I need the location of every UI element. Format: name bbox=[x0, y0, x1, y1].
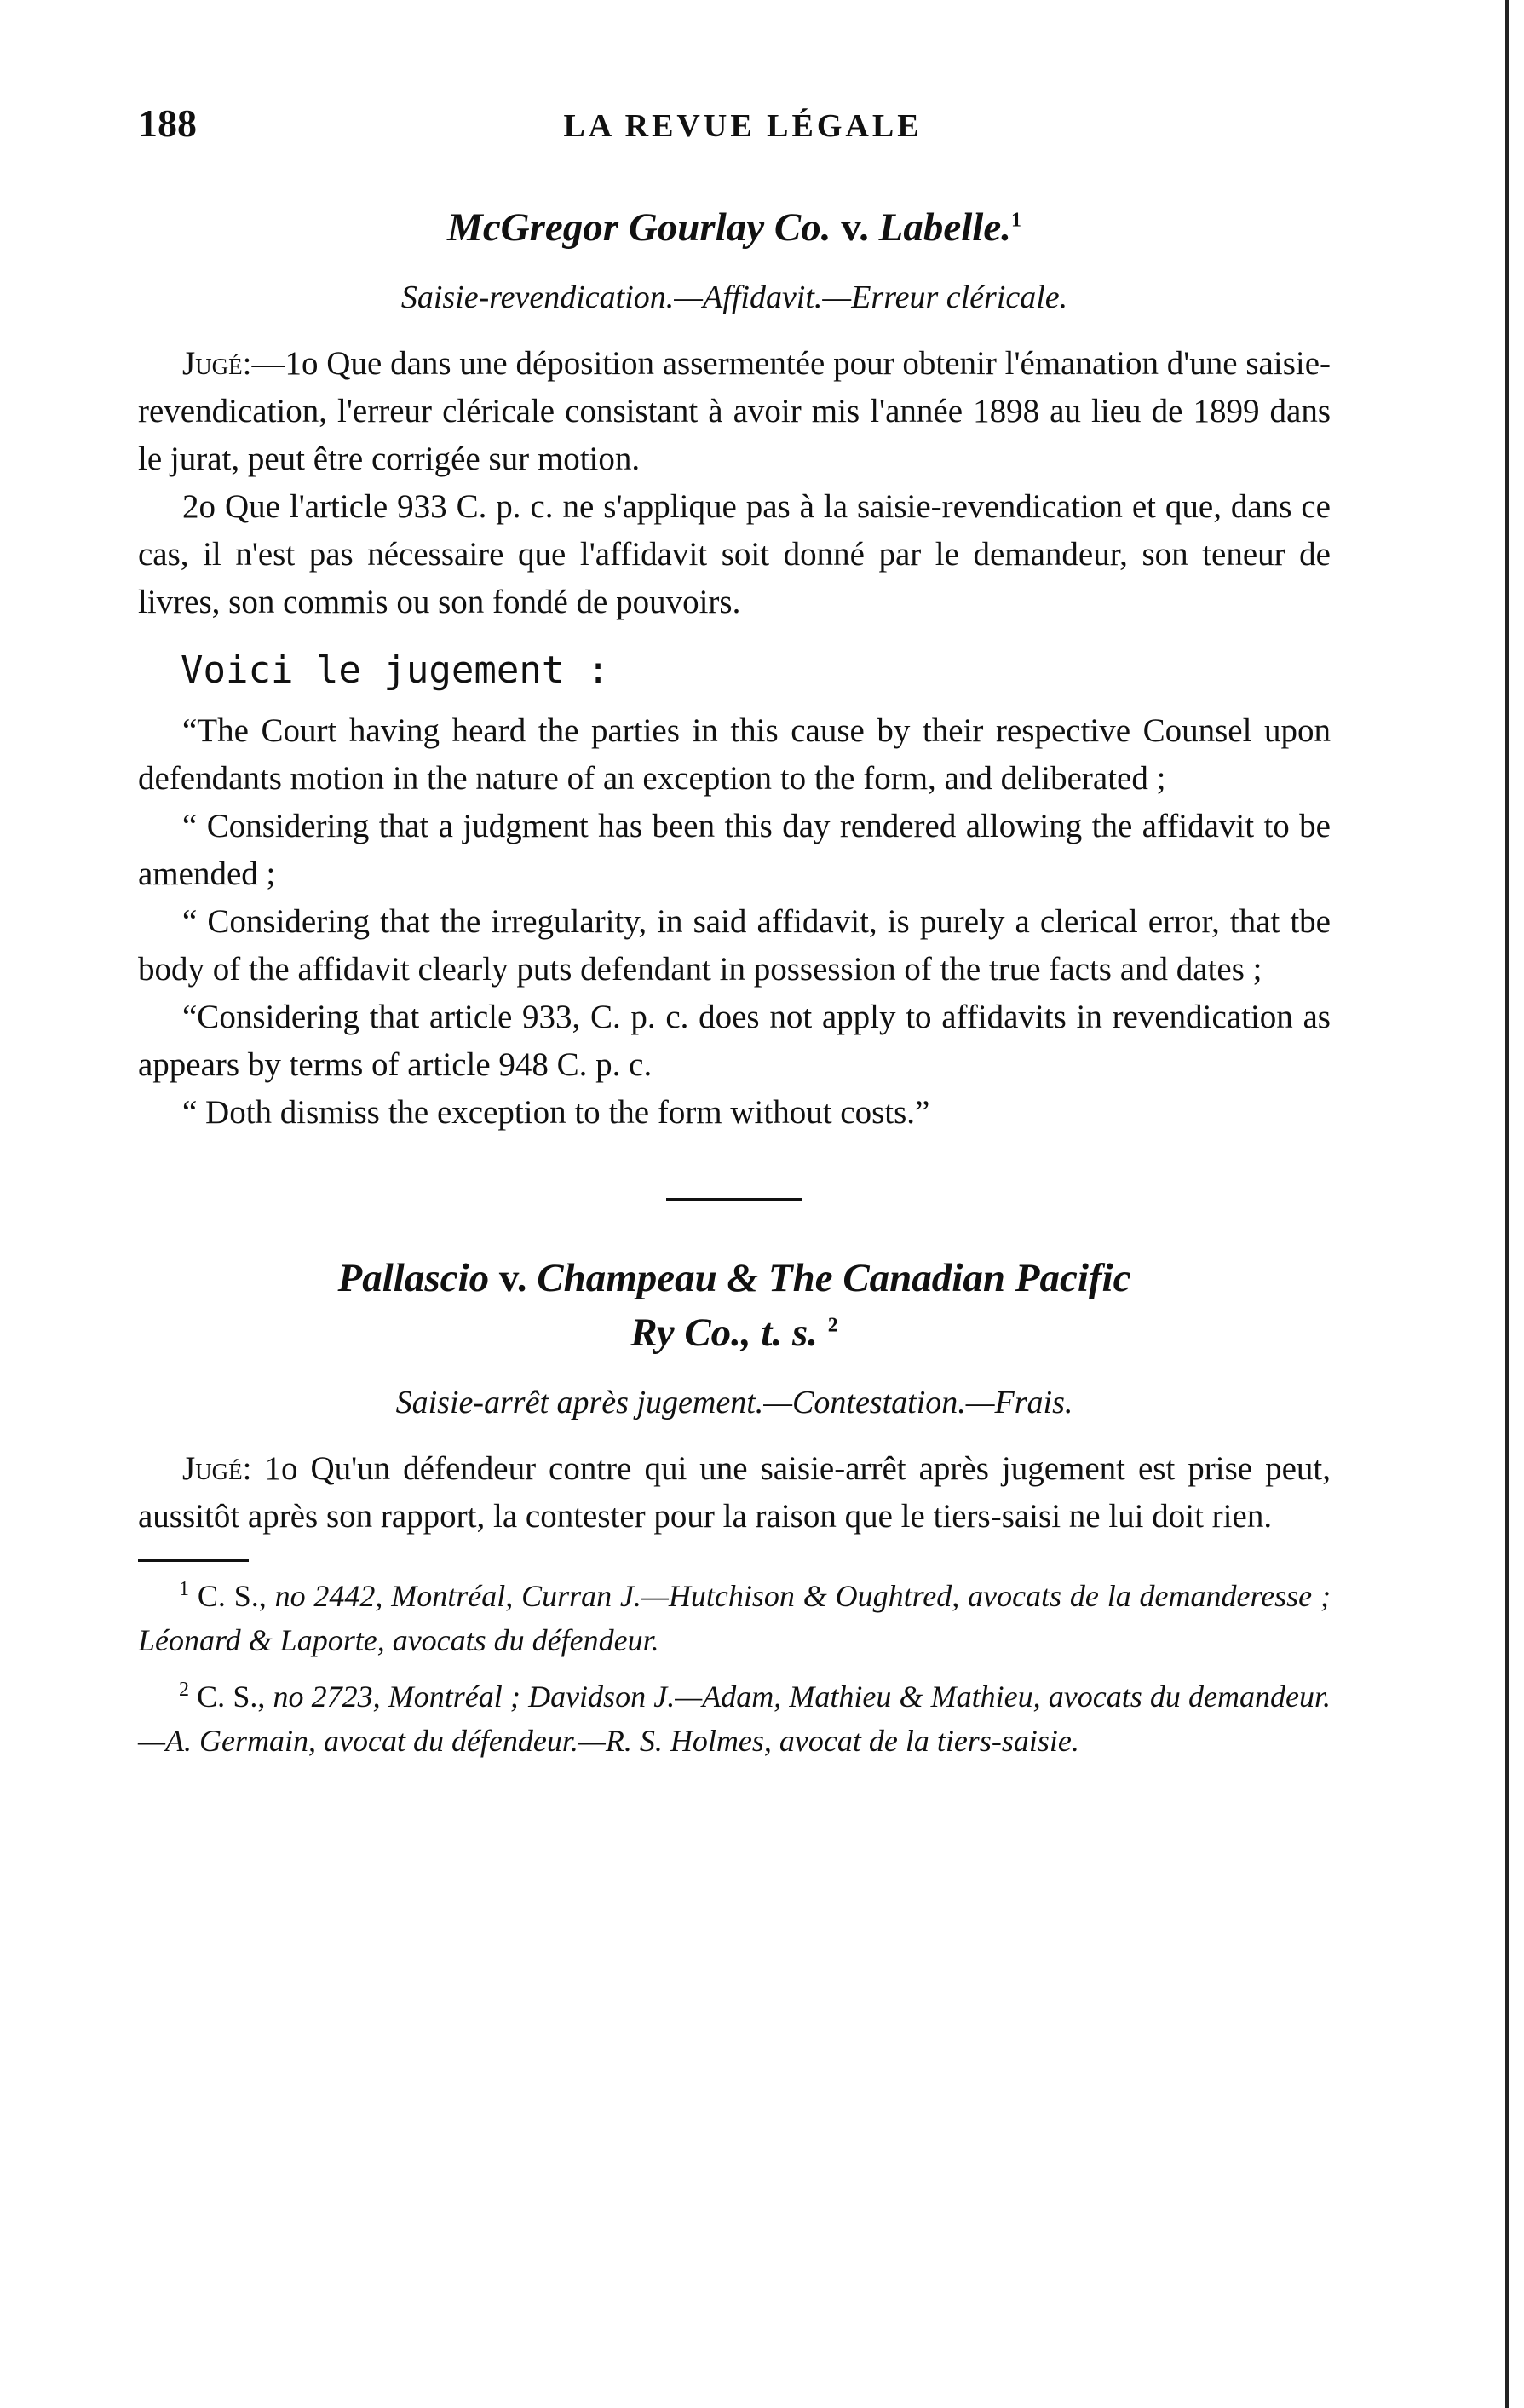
case1-party-a: McGregor Gourlay Co. bbox=[447, 205, 831, 250]
page-header bbox=[138, 101, 1348, 152]
case2-title bbox=[138, 1251, 1331, 1360]
case2-party-a: Pallascio bbox=[337, 1256, 490, 1300]
footnote-2-lead: C. S., bbox=[197, 1679, 266, 1714]
footnote-2-text: no 2723, Montréal ; Davidson J.—Adam, Mathieu & Mathieu, avocats du demandeur.—A. Germain, avocat du défendeur.—R. S. Holmes, avocat de la tiers-saisie. bbox=[138, 1679, 1331, 1758]
judgment-quote-3: “ Considering that the irregularity, in said affidavit, is purely a clerical error, that tbe body of the affidavit clearly puts defendant in possession of the true facts and dates ; bbox=[138, 903, 1331, 988]
page-number: 188 bbox=[138, 101, 197, 145]
case1-footnote-ref: 1 bbox=[1010, 209, 1021, 232]
footnote-2 bbox=[138, 1674, 1331, 1763]
section-divider bbox=[666, 1198, 802, 1201]
footnote-1-mark: 1 bbox=[179, 1578, 189, 1600]
page-edge-line bbox=[1505, 0, 1509, 2408]
running-head: LA REVUE LÉGALE bbox=[563, 108, 923, 144]
voici-heading: Voici le jugement : bbox=[181, 648, 610, 692]
footnote-1-text: no 2442, Montréal, Curran J.—Hutchison & Oughtred, avocats de la demanderesse ; Léonard & Laporte, avocats du défendeur. bbox=[138, 1579, 1331, 1657]
footnote-rule bbox=[138, 1559, 249, 1562]
case2-footnote-ref: 2 bbox=[827, 1314, 838, 1337]
case2-subtitle: Saisie-arrêt après jugement.—Contestation.—Frais. bbox=[395, 1385, 1073, 1420]
case2-juge-label: Jugé bbox=[182, 1450, 243, 1487]
case1-title bbox=[138, 200, 1331, 255]
judgment-quote-4: “Considering that article 933, C. p. c. does not apply to affidavits in revendication as appears by terms of article 948 C. p. c. bbox=[138, 999, 1331, 1083]
case2-holding-1-text: : 1o Qu'un défendeur contre qui une saisie-arrêt après jugement est prise peut, aussitôt après son rapport, la contester pour la raison que le tiers-saisi ne lui doit rien. bbox=[138, 1450, 1331, 1535]
footnote-1-lead: C. S., bbox=[197, 1579, 267, 1613]
footnote-2-mark: 2 bbox=[179, 1679, 189, 1701]
judgment-quote-2: “ Considering that a judgment has been this day rendered allowing the affidavit to be amended ; bbox=[138, 808, 1331, 892]
case2-party-b-cont: Ry Co., t. s. bbox=[630, 1311, 819, 1355]
page-content bbox=[138, 200, 1331, 1775]
case1-holding-1-text: :—1o Que dans une déposition assermentée pour obtenir l'émanation d'une saisie-revendication, l'erreur cléricale consistant à avoir mis l'année 1898 au lieu de 1899 dans le jurat, peut être corrigée sur motion. bbox=[138, 345, 1331, 477]
case2-party-b: Champeau & The Canadian Pacific bbox=[537, 1256, 1131, 1300]
case1-versus: v. bbox=[841, 205, 869, 250]
case1-subtitle: Saisie-revendication.—Affidavit.—Erreur cléricale. bbox=[400, 279, 1068, 315]
case1-party-b: Labelle. bbox=[878, 205, 1011, 250]
case1-juge-label: Jugé bbox=[182, 345, 243, 382]
case2-versus: v. bbox=[498, 1256, 527, 1300]
footnote-1 bbox=[138, 1574, 1331, 1662]
case2-holding-1 bbox=[138, 1445, 1331, 1541]
judgment-quote-5: “ Doth dismiss the exception to the form without costs.” bbox=[182, 1094, 930, 1131]
case1-holding-2: 2o Que l'article 933 C. p. c. ne s'applique pas à la saisie-revendication et que, dans ce cas, il n'est pas nécessaire que l'affidavit soit donné par le demandeur, son teneur de livres, son commis ou son fondé de pouvoirs. bbox=[138, 488, 1331, 620]
judgment-quote-1: “The Court having heard the parties in this cause by their respective Counsel upon defendants motion in the nature of an exception to the form, and deliberated ; bbox=[138, 712, 1331, 797]
case1-holding-1 bbox=[138, 340, 1331, 483]
